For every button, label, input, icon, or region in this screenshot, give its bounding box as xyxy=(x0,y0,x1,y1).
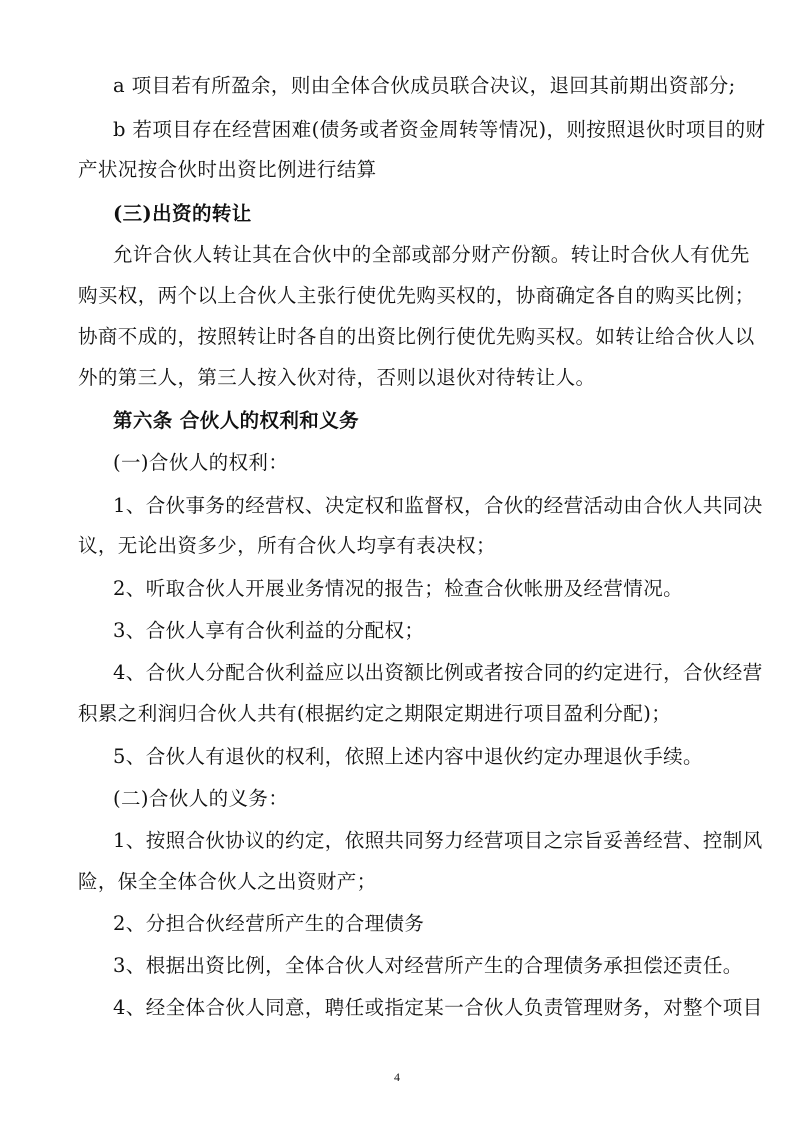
duty-1-line-1: 1、按照合伙协议的约定，依照共同努力经营项目之宗旨妥善经营、控制风 xyxy=(113,829,763,852)
right-4-line-1: 4、合伙人分配合伙利益应以出资额比例或者按合同的约定进行，合伙经营 xyxy=(113,661,763,684)
para-transfer-line-2: 购买权，两个以上合伙人主张行使优先购买权的，协商确定各自的购买比例； xyxy=(78,284,755,307)
right-4-line-2: 积累之利润归合伙人共有(根据约定之期限定期进行项目盈利分配)； xyxy=(78,702,672,725)
right-3: 3、合伙人享有合伙利益的分配权； xyxy=(113,619,425,642)
para-transfer-line-4: 外的第三人，第三人按入伙对待，否则以退伙对待转让人。 xyxy=(78,366,596,389)
right-5: 5、合伙人有退伙的权利，依照上述内容中退伙约定办理退伙手续。 xyxy=(113,745,703,768)
duty-4-line-1: 4、经全体合伙人同意，聘任或指定某一合伙人负责管理财务，对整个项目 xyxy=(113,996,763,1019)
right-1-line-1: 1、合伙事务的经营权、决定权和监督权，合伙的经营活动由合伙人共同决 xyxy=(113,494,763,517)
para-transfer-line-1: 允许合伙人转让其在合伙中的全部或部分财产份额。转让时合伙人有优先 xyxy=(113,243,750,266)
duty-2: 2、分担合伙经营所产生的合理债务 xyxy=(113,912,425,935)
para-b-line-2: 产状况按合伙时出资比例进行结算 xyxy=(78,158,377,181)
para-transfer-line-3: 协商不成的，按照转让时各自的出资比例行使优先购买权。如转让给合伙人以 xyxy=(78,325,755,348)
duty-3: 3、根据出资比例，全体合伙人对经营所产生的合理债务承担偿还责任。 xyxy=(113,954,743,977)
section-heading-transfer: (三)出资的转让 xyxy=(113,202,252,225)
article-heading: 第六条 合伙人的权利和义务 xyxy=(113,409,359,432)
right-1-line-2: 议，无论出资多少，所有合伙人均享有表决权； xyxy=(78,534,496,557)
para-b-line-1: b 若项目存在经营困难(债务或者资金周转等情况)，则按照退伙时项目的财 xyxy=(113,118,766,141)
rights-heading: (一)合伙人的权利： xyxy=(113,451,289,474)
duty-1-line-2: 险，保全全体合伙人之出资财产； xyxy=(78,870,377,893)
right-2: 2、听取合伙人开展业务情况的报告；检查合伙帐册及经营情况。 xyxy=(113,577,684,600)
duties-heading: (二)合伙人的义务： xyxy=(113,787,289,810)
para-a-line-1: a 项目若有所盈余，则由全体合伙成员联合决议，退回其前期出资部分; xyxy=(113,74,736,97)
page-number: 4 xyxy=(394,1070,400,1084)
